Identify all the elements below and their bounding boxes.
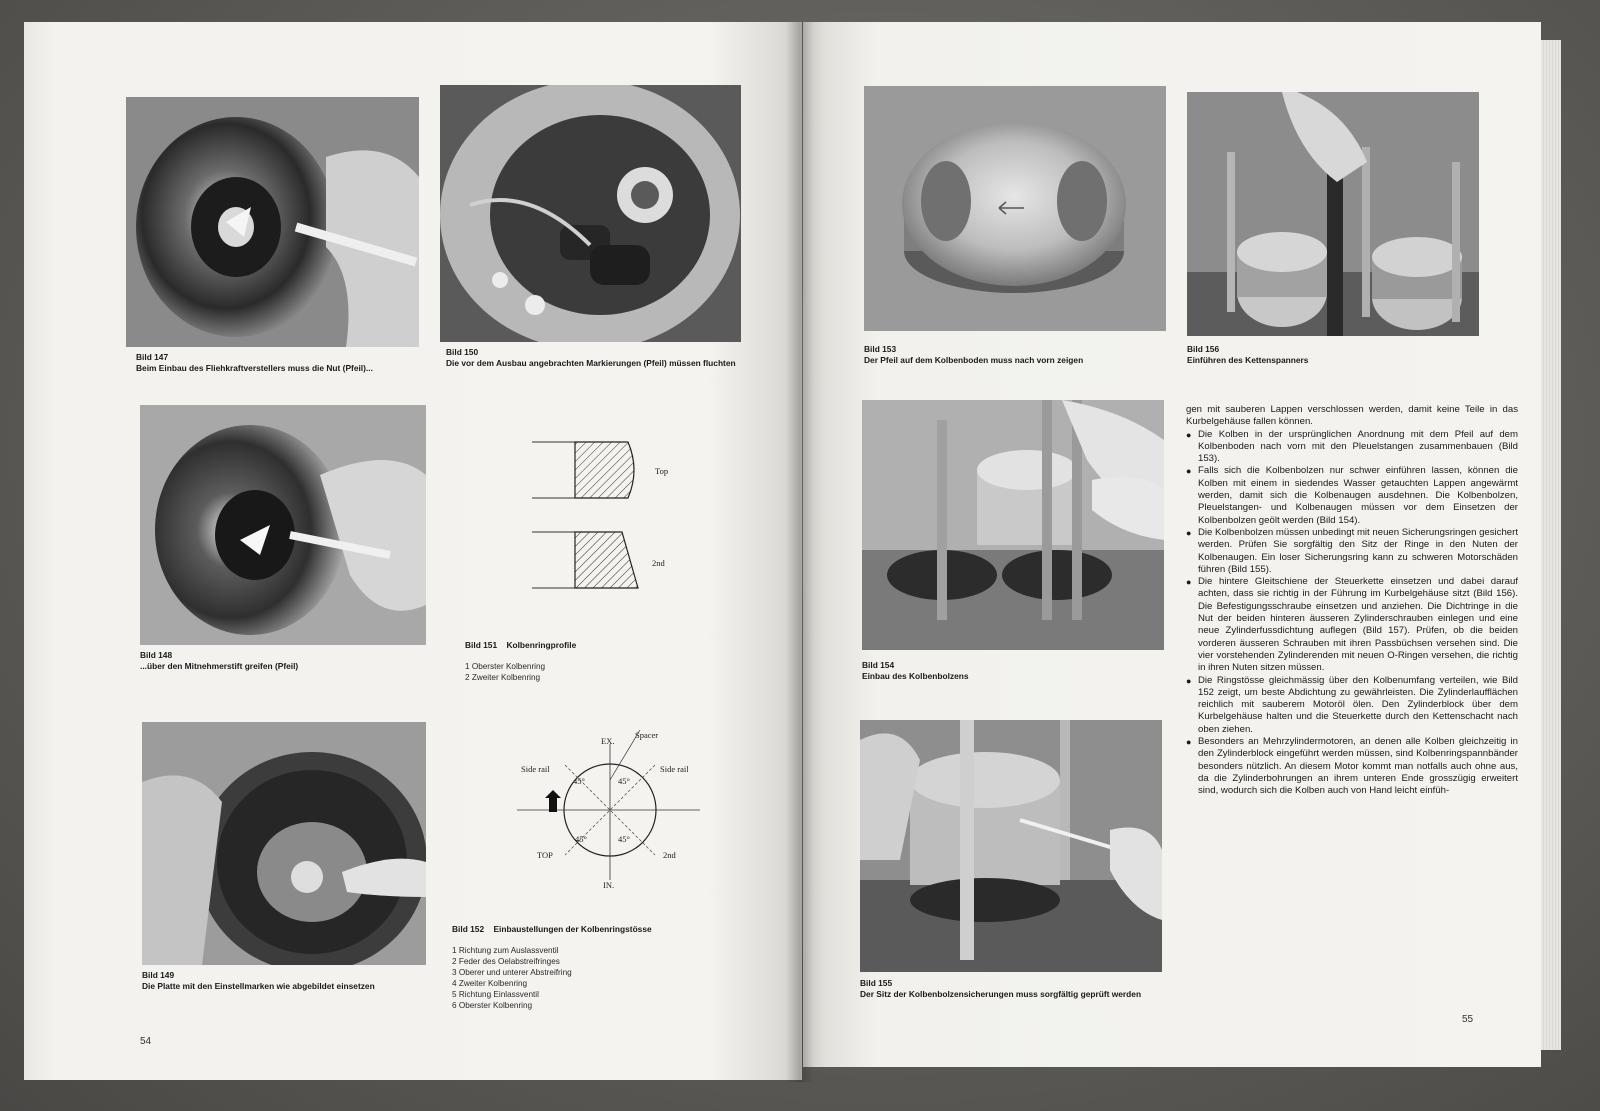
legend-item: 2 Zweiter Kolbenring (465, 673, 541, 682)
body-bullet: ● Die hintere Gleitschiene der Steuerkette einsetzen und dabei darauf achten, dass sie richtig in der Führung im Kurbelgehäuse sitzt (Bild 156). Die Befestigungsschraube einsetzen und anziehen. Die Dichtringe in die Nut der beiden hinteren äusseren Zylinderschrauben einlegen und eine neue Zylinderfussdichtung auflegen (Bild 157). Prüfen, ob die beiden vorderen äusseren Schrauben mit ihren Passbüchsen versehen sind. Die vier vorstehenden Zylinderenden mit neuen O-Ringen versehen, die richtig in ihren Nuten sitzen müssen. (1186, 576, 1518, 674)
photo-bild-149 (142, 722, 426, 965)
diagram-kolbenringprofile (530, 430, 690, 610)
caption-bild-152 (452, 924, 742, 935)
label-angle: 45° (618, 834, 630, 844)
caption-bild-156 (1187, 344, 1487, 366)
figure-number: Bild 152 (452, 924, 485, 934)
body-bullet: ● Die Kolbenbolzen müssen unbedingt mit neuen Sicherungsringen gesichert werden. Prüfen Sie sorgfältig den Sitz der Ringe in den Nuten der Kolbenaugen. Ein loser Sicherungsring kann zu schweren Motorschäden führen (Bild 155). (1186, 527, 1518, 576)
label-spacer: Spacer (635, 730, 659, 740)
photo-bild-155 (860, 720, 1162, 972)
caption-bild-153 (864, 344, 1164, 366)
figure-caption: Einbau des Kolbenbolzens (862, 671, 969, 681)
label-2nd: 2nd (652, 558, 665, 568)
label-angle: 45° (573, 776, 585, 786)
photo-bild-147 (126, 97, 419, 347)
figure-number: Bild 154 (862, 660, 895, 670)
body-paragraph: gen mit sauberen Lappen verschlossen werden, damit keine Teile in das Kurbelgehäuse fallen können. (1186, 404, 1518, 428)
photo-bild-153 (864, 86, 1166, 331)
figure-number: Bild 155 (860, 978, 893, 988)
figure-number: Bild 156 (1187, 344, 1220, 354)
label-side-rail-left: Side rail (521, 764, 550, 774)
figure-number: Bild 153 (864, 344, 897, 354)
caption-bild-148 (140, 650, 430, 672)
body-bullet: ● Die Kolben in der ursprünglichen Anordnung mit dem Pfeil auf dem Kolbenboden nach vorn mit den Pleuelstangen zusammenbauen (Bild 153). (1186, 429, 1518, 466)
legend-item: 3 Oberer und unterer Abstreifring (452, 968, 572, 977)
legend-item: 1 Oberster Kolbenring (465, 662, 546, 671)
figure-caption: ...über den Mitnehmerstift greifen (Pfeil) (140, 661, 299, 671)
photo-bild-148 (140, 405, 426, 645)
spine-shadow (786, 22, 814, 1082)
figure-caption: Der Pfeil auf dem Kolbenboden muss nach vorn zeigen (864, 355, 1084, 365)
body-text-column (1186, 404, 1518, 798)
figure-caption: Die vor dem Ausbau angebrachten Markierungen (Pfeil) müssen fluchten (446, 358, 736, 368)
figure-title: Kolbenringprofile (506, 640, 577, 650)
caption-bild-154 (862, 660, 1162, 682)
body-bullet: ● Die Ringstösse gleichmässig über den Kolbenumfang verteilen, wie Bild 152 zeigt, um beste Abdichtung zu gewährleisten. Die Zylinderlaufflächen reichlich mit sauberem Motoröl ölen. Den Zylinderblock über dem Kurbelgehäuse halten und die Steuerkette durch den Kettenschacht nach oben ziehen. (1186, 675, 1518, 736)
caption-bild-150 (446, 347, 756, 369)
figure-number: Bild 151 (465, 640, 498, 650)
legend-item: 5 Richtung Einlassventil (452, 990, 539, 999)
photo-bild-150 (440, 85, 741, 342)
caption-bild-147 (136, 352, 426, 374)
figure-caption: Beim Einbau des Fliehkraftverstellers muss die Nut (Pfeil)... (136, 363, 373, 373)
figure-caption: Die Platte mit den Einstellmarken wie abgebildet einsetzen (142, 981, 375, 991)
page-edge (1541, 40, 1561, 1050)
figure-number: Bild 147 (136, 352, 169, 362)
caption-bild-149 (142, 970, 442, 992)
label-top: Top (655, 466, 669, 476)
caption-bild-151 (465, 640, 725, 651)
figure-caption: Einführen des Kettenspanners (1187, 355, 1309, 365)
figure-caption: Der Sitz der Kolbenbolzensicherungen muss sorgfältig geprüft werden (860, 989, 1142, 999)
legend-item: 2 Feder des Oelabstreifringes (452, 957, 560, 966)
body-bullet: ● Falls sich die Kolbenbolzen nur schwer einführen lassen, können die Kolben mit einem in siedendes Wasser getauchten Lappen angewärmt werden, damit sich die Kolbenaugen ausdehnen. Die Kolbenbolzen, Pleuelstangen- und Kolbenaugen müssen vor dem Einsetzen der Kolbenbolzen geölt werden (Bild 154). (1186, 465, 1518, 526)
legend-item: 6 Oberster Kolbenring (452, 1001, 533, 1010)
legend-item: 4 Zweiter Kolbenring (452, 979, 528, 988)
label-side-rail-right: Side rail (660, 764, 689, 774)
label-top: TOP (537, 850, 553, 860)
photo-bild-154 (862, 400, 1164, 650)
label-angle: 45° (575, 834, 587, 844)
legend-item: 1 Richtung zum Auslassventil (452, 946, 559, 955)
label-ex: EX. (601, 736, 615, 746)
body-bullet: ● Besonders an Mehrzylindermotoren, an denen alle Kolben gleichzeitig in den Zylinderblock eingeführt werden müssen, sind Kolbenringspannbänder besonders nützlich. An diesem Motor kommt man notfalls auch ohne aus, da die Zylinderbohrungen an ihrem unteren Ende grosszügig erweitert sind, wodurch sich die Kolben auch von Hand leicht einfüh- (1186, 736, 1518, 797)
caption-bild-155 (860, 978, 1160, 1000)
photo-bild-156 (1187, 92, 1479, 336)
page-number-right: 55 (1462, 1014, 1474, 1025)
label-2nd: 2nd (663, 850, 676, 860)
label-in: IN. (603, 880, 615, 890)
figure-number: Bild 148 (140, 650, 173, 660)
legend-bild-151 (465, 661, 545, 683)
figure-number: Bild 150 (446, 347, 479, 357)
page-number-left: 54 (140, 1036, 152, 1047)
label-angle: 45° (618, 776, 630, 786)
diagram-ringstoesse (515, 730, 705, 890)
figure-title: Einbaustellungen der Kolbenringstösse (493, 924, 652, 934)
legend-bild-152 (452, 945, 572, 1011)
figure-number: Bild 149 (142, 970, 175, 980)
